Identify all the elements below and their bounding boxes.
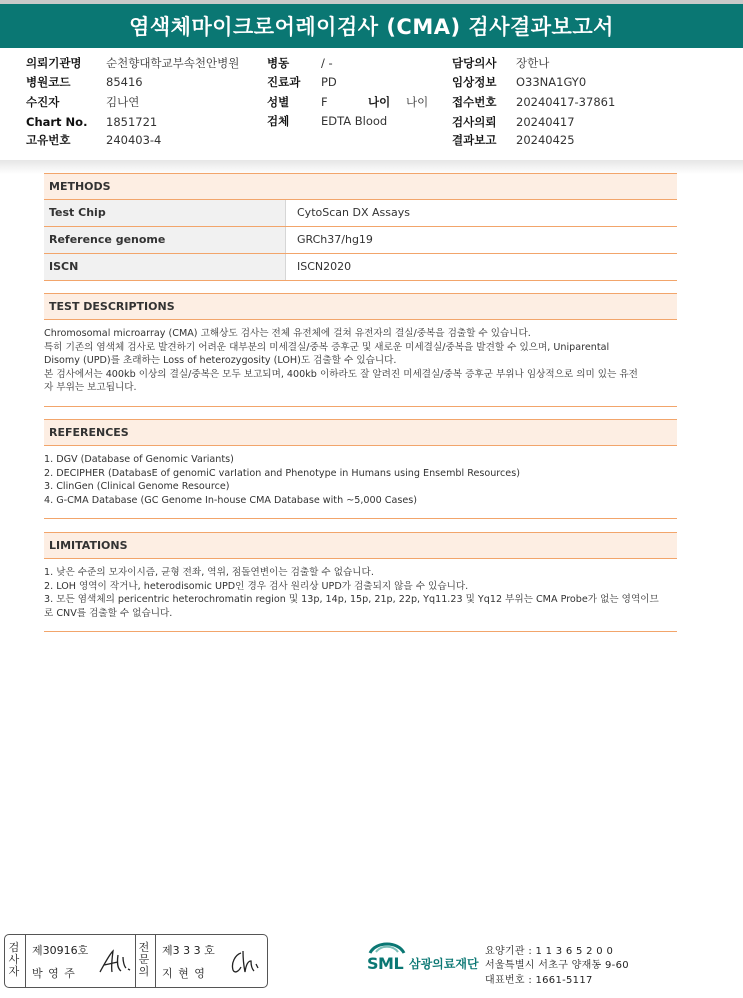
info-label: 결과보고: [452, 133, 497, 147]
methods-label: Test Chip: [44, 200, 286, 226]
specialist-name: 지 현 영: [162, 967, 206, 980]
limitations-body: [44, 566, 677, 620]
reference-item: 1. DGV (Database of Genomic Variants): [44, 454, 234, 465]
info-value: PD: [321, 75, 337, 89]
info-doctor: [452, 57, 549, 70]
info-label: 담당의사: [452, 56, 497, 70]
reference-item: 3. ClinGen (Clinical Genome Resource): [44, 481, 230, 493]
info-value: 순천향대학교부속천안병원: [106, 56, 240, 70]
info-sex: [267, 96, 328, 109]
specialist-label-char: 문: [138, 953, 150, 966]
info-label: 진료과: [267, 75, 301, 89]
info-value: 나이: [406, 95, 429, 109]
info-report-date: [452, 134, 575, 147]
info-value: 20240417-37861: [516, 95, 616, 109]
info-label: 접수번호: [452, 95, 497, 109]
box-divider: [25, 935, 26, 987]
info-label: 병동: [267, 56, 290, 70]
section-divider: [44, 518, 677, 519]
info-hospital-code: [26, 76, 143, 89]
examiner-label-char: 검: [8, 941, 20, 954]
info-specimen: [267, 115, 387, 128]
specialist-label-char: 전: [138, 941, 150, 954]
info-clinical: [452, 76, 586, 89]
specialist-signature-icon: [227, 947, 263, 977]
info-request-date: [452, 116, 575, 129]
header-divider: [0, 160, 743, 174]
examiner-name: 박 영 주: [32, 967, 76, 980]
specialist-license-no: 제3 3 3 호: [162, 944, 215, 957]
info-requesting-institution: [26, 57, 239, 70]
info-value: 85416: [106, 75, 143, 89]
descriptions-body: [44, 327, 677, 395]
section-divider: [44, 406, 677, 407]
logo-name: 삼광의료재단: [409, 957, 479, 971]
descriptions-heading: TEST DESCRIPTIONS: [44, 293, 677, 320]
references-heading: REFERENCES: [44, 419, 677, 446]
info-label: 성별: [267, 95, 290, 109]
info-label: 검사의뢰: [452, 115, 497, 129]
info-label: 수진자: [26, 95, 60, 109]
report-title: 염색체마이크로어레이검사 (CMA) 검사결과보고서: [0, 0, 743, 48]
info-age: [368, 96, 428, 109]
phone: 대표번호 : 1661-5117: [485, 975, 593, 986]
specialist-label-char: 의: [138, 965, 150, 978]
section-divider: [44, 631, 677, 632]
info-value: 20240417: [516, 115, 575, 129]
info-label: 병원코드: [26, 75, 71, 89]
methods-row: [44, 200, 677, 227]
institution-code: 요양기관 : 1 1 3 6 5 2 0 0: [485, 946, 614, 957]
info-chart-no: [26, 116, 157, 129]
info-value: 장한나: [516, 56, 550, 70]
info-value: F: [321, 95, 328, 109]
descriptions-line: 본 검사에서는 400kb 이상의 결실/중복은 모두 보고되며, 400kb 이하라도 잘 알려진 미세결실/중복 증후군 부위나 임상적으로 의미 있는 유전: [44, 368, 638, 380]
methods-label: Reference genome: [44, 227, 286, 253]
info-department: [267, 76, 337, 89]
info-unique-no: [26, 134, 161, 147]
info-label: 의뢰기관명: [26, 56, 82, 70]
info-label: Chart No.: [26, 115, 88, 129]
logo-mark: SML: [367, 954, 404, 973]
methods-row: [44, 254, 677, 281]
info-value: 240403-4: [106, 133, 162, 147]
info-value: O33NA1GY0: [516, 75, 587, 89]
signature-box: [4, 934, 268, 988]
descriptions-line: Chromosomal microarray (CMA) 고해상도 검사는 전체 유전체에 걸쳐 유전자의 결실/중복을 검출할 수 있습니다.: [44, 328, 531, 339]
limitation-item: 3. 모든 염색체의 pericentric heterochromatin region 및 13p, 14p, 15p, 21p, 22p, Yq11.23 및 Yq12 부위는 CMA Probe가 없는 영역이므: [44, 594, 659, 606]
info-value: 김나연: [106, 95, 140, 109]
info-label: 임상정보: [452, 75, 497, 89]
limitation-item: 2. LOH 영역이 작거나, heterodisomic UPD인 경우 검사 원리상 UPD가 검출되지 않을 수 있습니다.: [44, 580, 469, 592]
reference-item: 2. DECIPHER (DatabasE of genomiC varIation and Phenotype in Humans using Ensembl Resources): [44, 467, 520, 479]
info-label: 고유번호: [26, 133, 71, 147]
examiner-license-no: 제30916호: [32, 944, 89, 957]
descriptions-line: Disomy (UPD)를 초래하는 Loss of heterozygosity (LOH)도 검출할 수 있습니다.: [44, 355, 397, 367]
methods-label: ISCN: [44, 254, 286, 280]
specialist-label: [138, 942, 150, 978]
info-value: EDTA Blood: [321, 114, 388, 128]
methods-value: ISCN2020: [297, 260, 352, 273]
limitations-heading: LIMITATIONS: [44, 532, 677, 559]
info-patient: [26, 96, 139, 109]
box-divider: [155, 935, 156, 987]
references-body: [44, 453, 677, 507]
examiner-signature-icon: [97, 947, 133, 977]
reference-item: 4. G-CMA Database (GC Genome In-house CMA Database with ~5,000 Cases): [44, 494, 417, 506]
examiner-label-char: 자: [8, 965, 20, 978]
methods-value: GRCh37/hg19: [297, 233, 373, 246]
limitation-item: 로 CNV를 검출할 수 없습니다.: [44, 607, 173, 619]
descriptions-line: 자 부위는 보고됩니다.: [44, 382, 137, 394]
box-divider: [135, 935, 136, 987]
methods-row: [44, 227, 677, 254]
info-value: / -: [321, 56, 333, 70]
examiner-label: [8, 942, 20, 978]
limitation-item: 1. 낮은 수준의 모자이시즘, 균형 전좌, 역위, 점돌연변이는 검출할 수 없습니다.: [44, 567, 374, 578]
info-value: 1851721: [106, 115, 158, 129]
info-ward: [267, 57, 333, 70]
methods-heading: METHODS: [44, 173, 677, 200]
info-label: 검체: [267, 114, 290, 128]
examiner-label-char: 사: [8, 953, 20, 966]
info-value: 20240425: [516, 133, 575, 147]
address: 서울특별시 서초구 양재동 9-60: [485, 960, 629, 971]
info-receipt-no: [452, 96, 615, 109]
methods-value: CytoScan DX Assays: [297, 206, 410, 219]
info-label: 나이: [368, 95, 391, 109]
descriptions-line: 특히 기존의 염색체 검사로 발견하기 어려운 대부분의 미세결실/중복 증후군 및 새로운 미세결실/중복을 발견할 수 있으며, Uniparental: [44, 341, 610, 353]
